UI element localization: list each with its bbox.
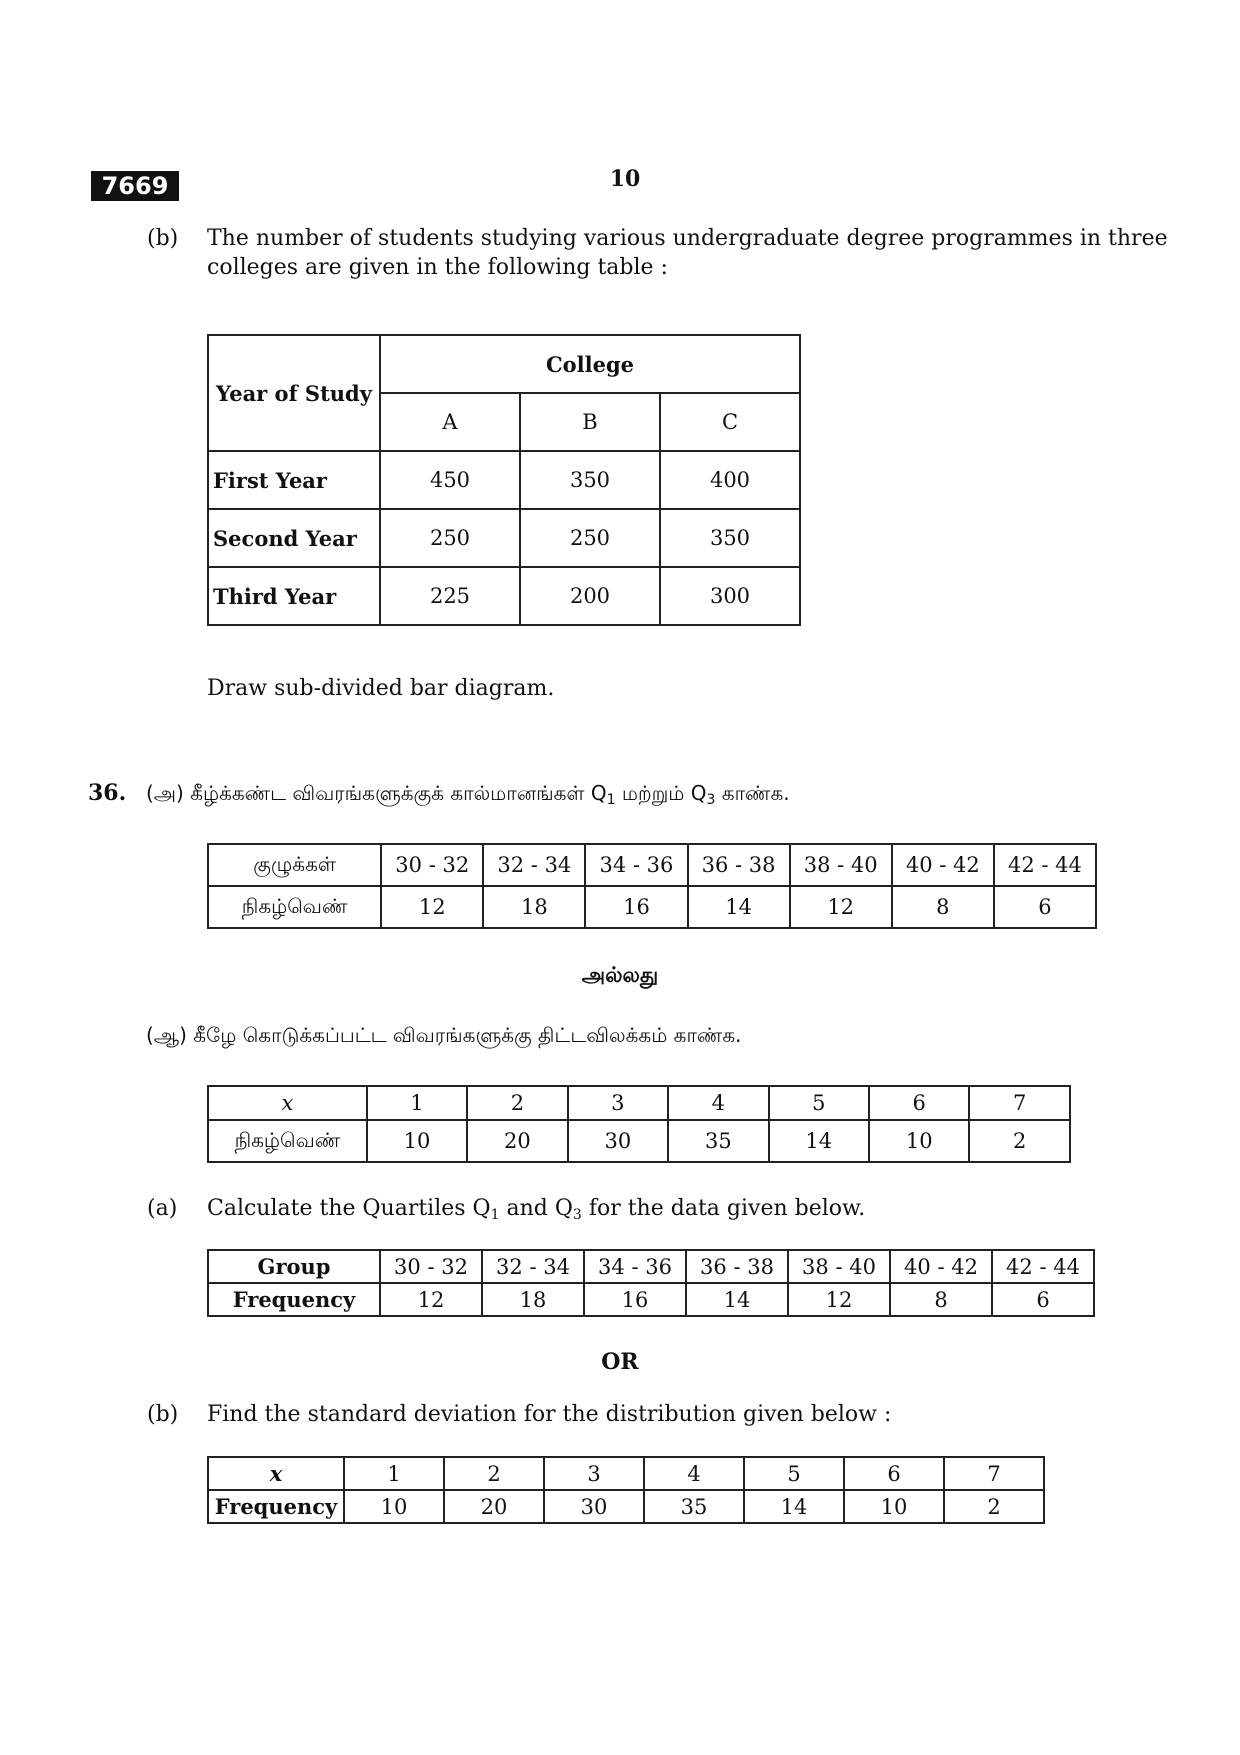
table-cell: 7 [969, 1086, 1070, 1120]
table-cell: 10 [869, 1120, 969, 1162]
tamil-or-separator: அல்லது [581, 963, 659, 987]
table-cell: 36 - 38 [688, 844, 790, 886]
table-cell: 1 [367, 1086, 467, 1120]
q36-tamil-a-prompt [146, 779, 790, 808]
row-label: Frequency [208, 1490, 344, 1523]
q35b-text-line1: The number of students studying various undergraduate degree programmes in three [207, 226, 1168, 251]
table-cell: 8 [892, 886, 994, 928]
table-cell: 20 [467, 1120, 567, 1162]
table-row [208, 1250, 1094, 1283]
table-cell: 10 [367, 1120, 467, 1162]
q36-tamil-a-label: (அ) [146, 781, 184, 805]
table-cell: 7 [944, 1457, 1044, 1490]
tamil-quartile-table [207, 843, 1097, 929]
q36-tamil-b-prompt [146, 1021, 742, 1050]
table-row [208, 1283, 1094, 1316]
table-cell: 2 [444, 1457, 544, 1490]
table-row [208, 1490, 1044, 1523]
table-cell: 250 [520, 509, 660, 567]
table-cell: 1 [344, 1457, 444, 1490]
table-cell: 34 - 36 [584, 1250, 686, 1283]
question-paper-code: 7669 [91, 171, 179, 201]
table-cell: 32 - 34 [482, 1250, 584, 1283]
q36-tamil-b-label: (ஆ) [146, 1023, 187, 1047]
table-cell: 10 [844, 1490, 944, 1523]
college-students-table [207, 334, 801, 626]
tamil-std-dev-table [207, 1085, 1071, 1163]
table-cell: 6 [844, 1457, 944, 1490]
header-year-of-study: Year of Study [208, 335, 380, 451]
table-cell: 42 - 44 [994, 844, 1096, 886]
table-cell: 300 [660, 567, 800, 625]
table-cell: 225 [380, 567, 520, 625]
table-cell: 4 [668, 1086, 768, 1120]
table-cell: 6 [992, 1283, 1094, 1316]
table-cell: 30 - 32 [381, 844, 483, 886]
row-label: Frequency [208, 1283, 380, 1316]
row-label: x [208, 1457, 344, 1490]
table-cell: 6 [994, 886, 1096, 928]
table-row [208, 567, 800, 625]
table-cell: 400 [660, 451, 800, 509]
q36-english-b-label: (b) [147, 1402, 179, 1427]
table-cell: 40 - 42 [892, 844, 994, 886]
row-label: Group [208, 1250, 380, 1283]
table-cell: 12 [381, 886, 483, 928]
table-cell: 14 [769, 1120, 869, 1162]
table-cell: 12 [790, 886, 892, 928]
table-cell: 250 [380, 509, 520, 567]
table-row [208, 1120, 1070, 1162]
header-college: College [380, 335, 800, 393]
row-label: Third Year [208, 567, 380, 625]
table-cell: 16 [584, 1283, 686, 1316]
row-label: Second Year [208, 509, 380, 567]
table-cell: 40 - 42 [890, 1250, 992, 1283]
q36-tamil-a-text: கீழ்க்கண்ட விவரங்களுக்குக் கால்மானங்கள் $Q_1$ மற்றும் $Q_3$ காண்க. [190, 781, 790, 808]
table-cell: 30 [544, 1490, 644, 1523]
header-college-a: A [380, 393, 520, 451]
table-cell: 6 [869, 1086, 969, 1120]
header-college-b: B [520, 393, 660, 451]
table-cell: 200 [520, 567, 660, 625]
row-label: குழுக்கள் [208, 844, 381, 886]
q36-english-b-text: Find the standard deviation for the distribution given below : [207, 1402, 892, 1427]
table-cell: 34 - 36 [585, 844, 687, 886]
table-cell: 8 [890, 1283, 992, 1316]
table-cell: 32 - 34 [483, 844, 585, 886]
table-cell: 38 - 40 [790, 844, 892, 886]
table-cell: 2 [944, 1490, 1044, 1523]
table-cell: 18 [483, 886, 585, 928]
table-cell: 35 [644, 1490, 744, 1523]
table-cell: 18 [482, 1283, 584, 1316]
table-cell: 3 [568, 1086, 668, 1120]
table-cell: 350 [520, 451, 660, 509]
table-cell: 16 [585, 886, 687, 928]
table-row [208, 1457, 1044, 1490]
table-cell: 350 [660, 509, 800, 567]
english-quartile-table [207, 1249, 1095, 1317]
english-std-dev-table [207, 1456, 1045, 1524]
q35b-instruction: Draw sub-divided bar diagram. [207, 676, 555, 701]
table-cell: 14 [686, 1283, 788, 1316]
table-cell: 3 [544, 1457, 644, 1490]
table-cell: 38 - 40 [788, 1250, 890, 1283]
q35b-text-line2: colleges are given in the following table : [207, 255, 668, 280]
table-cell: 30 [568, 1120, 668, 1162]
table-row [208, 844, 1096, 886]
table-cell: 12 [788, 1283, 890, 1316]
table-cell: 450 [380, 451, 520, 509]
q35b-label: (b) [147, 226, 179, 251]
table-cell: 42 - 44 [992, 1250, 1094, 1283]
q36-english-a-text: Calculate the Quartiles $Q_1$ and $Q_3$ for the data given below. [207, 1196, 866, 1223]
table-cell: 12 [380, 1283, 482, 1316]
table-cell: 30 - 32 [380, 1250, 482, 1283]
row-label: நிகழ்வெண் [208, 886, 381, 928]
q36-english-a-label: (a) [147, 1196, 178, 1221]
q36-number: 36. [88, 780, 127, 806]
table-cell: 10 [344, 1490, 444, 1523]
row-label: நிகழ்வெண் [208, 1120, 367, 1162]
table-cell: 4 [644, 1457, 744, 1490]
table-row [208, 1086, 1070, 1120]
table-cell: 2 [467, 1086, 567, 1120]
row-label: x [208, 1086, 367, 1120]
table-cell: 14 [688, 886, 790, 928]
table-cell: 35 [668, 1120, 768, 1162]
header-college-c: C [660, 393, 800, 451]
english-or-separator: OR [601, 1349, 639, 1375]
table-row [208, 451, 800, 509]
table-cell: 14 [744, 1490, 844, 1523]
table-cell: 20 [444, 1490, 544, 1523]
q36-tamil-b-text: கீழே கொடுக்கப்பட்ட விவரங்களுக்கு திட்டவிலக்கம் காண்க. [193, 1023, 742, 1047]
table-cell: 2 [969, 1120, 1070, 1162]
table-row [208, 886, 1096, 928]
table-row [208, 509, 800, 567]
table-cell: 36 - 38 [686, 1250, 788, 1283]
table-cell: 5 [744, 1457, 844, 1490]
page-number: 10 [609, 166, 641, 192]
row-label: First Year [208, 451, 380, 509]
table-cell: 5 [769, 1086, 869, 1120]
